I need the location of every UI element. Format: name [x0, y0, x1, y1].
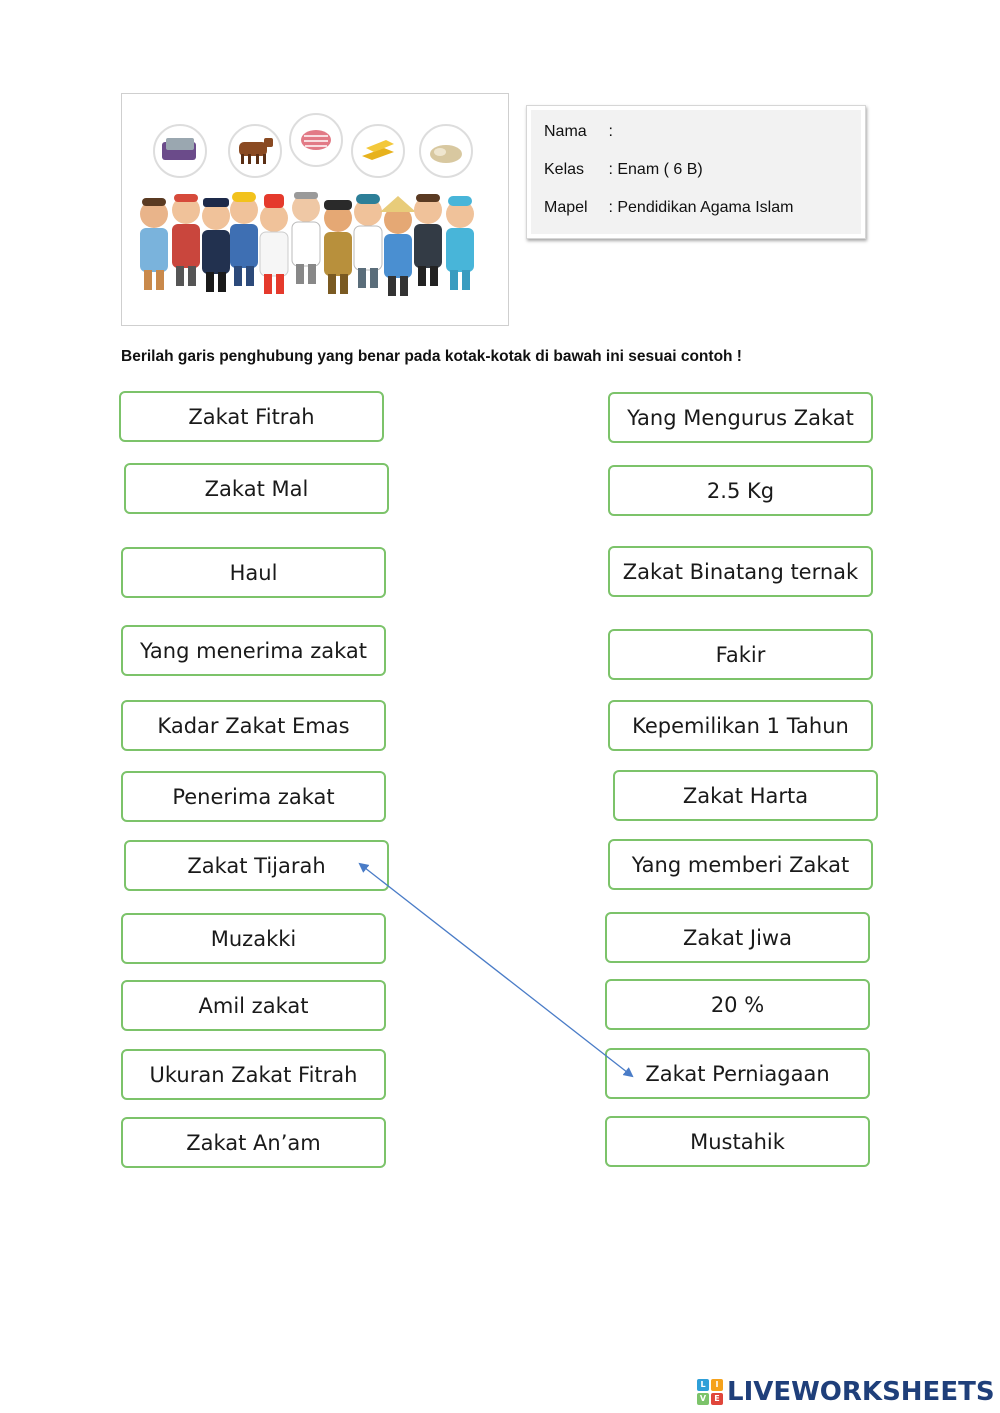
right-box-20-percent[interactable]: 20 % [605, 979, 870, 1030]
right-box-zakat-jiwa[interactable]: Zakat Jiwa [605, 912, 870, 963]
left-box-zakat-anam[interactable]: Zakat An’am [121, 1117, 386, 1168]
connector-line [360, 864, 632, 1076]
right-box-zakat-binatang-ternak[interactable]: Zakat Binatang ternak [608, 546, 873, 597]
right-box-fakir[interactable]: Fakir [608, 629, 873, 680]
cow-icon [229, 125, 281, 177]
mapel-value: : Pendidikan Agama Islam [608, 199, 794, 216]
gold-bars-icon [352, 125, 404, 177]
right-box-2-5-kg[interactable]: 2.5 Kg [608, 465, 873, 516]
kelas-row [544, 161, 703, 179]
right-box-mustahik[interactable]: Mustahik [605, 1116, 870, 1167]
right-box-zakat-perniagaan[interactable]: Zakat Perniagaan [605, 1048, 870, 1099]
zakat-illustration [121, 93, 509, 326]
meat-icon [290, 114, 342, 166]
left-box-penerima-zakat[interactable]: Penerima zakat [121, 771, 386, 822]
kelas-value: : Enam ( 6 B) [608, 161, 703, 178]
mapel-row [544, 199, 793, 217]
people-group [140, 192, 474, 296]
nama-value[interactable]: : [608, 123, 613, 140]
left-box-zakat-fitrah[interactable]: Zakat Fitrah [119, 391, 384, 442]
mapel-label: Mapel [544, 199, 588, 216]
kelas-label: Kelas [544, 161, 585, 178]
right-box-yang-memberi-zakat[interactable]: Yang memberi Zakat [608, 839, 873, 890]
nama-label: Nama [544, 123, 587, 140]
right-box-yang-mengurus-zakat[interactable]: Yang Mengurus Zakat [608, 392, 873, 443]
nama-row [544, 123, 613, 141]
left-box-kadar-zakat-emas[interactable]: Kadar Zakat Emas [121, 700, 386, 751]
left-box-muzakki[interactable]: Muzakki [121, 913, 386, 964]
left-box-zakat-tijarah[interactable]: Zakat Tijarah [124, 840, 389, 891]
right-box-kepemilikan-1-tahun[interactable]: Kepemilikan 1 Tahun [608, 700, 873, 751]
rice-bag-icon [154, 125, 206, 177]
left-box-yang-menerima-zakat[interactable]: Yang menerima zakat [121, 625, 386, 676]
liveworksheets-logo[interactable] [697, 1376, 995, 1408]
instruction-text: Berilah garis penghubung yang benar pada kotak-kotak di bawah ini sesuai contoh ! [121, 348, 742, 365]
liveworksheets-logo-icon: L I V E [697, 1379, 723, 1405]
student-info-box [526, 105, 866, 239]
left-box-zakat-mal[interactable]: Zakat Mal [124, 463, 389, 514]
grain-bag-icon [420, 125, 472, 177]
left-box-haul[interactable]: Haul [121, 547, 386, 598]
left-box-ukuran-zakat-fitrah[interactable]: Ukuran Zakat Fitrah [121, 1049, 386, 1100]
liveworksheets-brand-text: LIVEWORKSHEETS [727, 1377, 995, 1407]
right-box-zakat-harta[interactable]: Zakat Harta [613, 770, 878, 821]
zakat-illustration-art [122, 94, 508, 325]
left-box-amil-zakat[interactable]: Amil zakat [121, 980, 386, 1031]
